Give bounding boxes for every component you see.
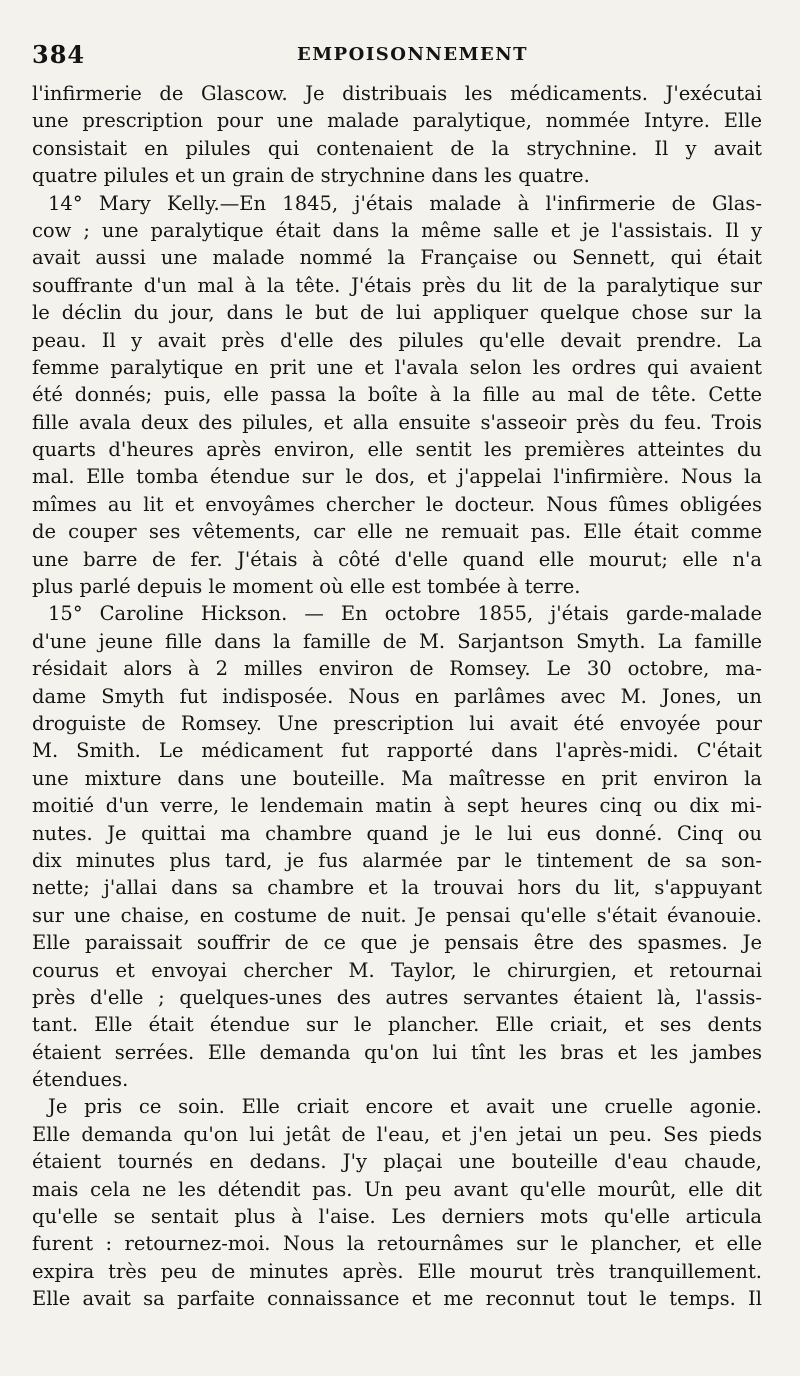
text-line: une prescription pour une malade paralytique, nommée Intyre. Elle — [32, 109, 762, 133]
body-text — [32, 80, 762, 1313]
text-line: quatre pilules et un grain de strychnine dans les quatre. — [32, 164, 590, 188]
text-line: dame Smyth fut indisposée. Nous en parlâmes avec M. Jones, un — [32, 684, 762, 708]
text-line: tant. Elle était étendue sur le plancher. Elle criait, et ses dents — [32, 1013, 762, 1037]
text-line: près d'elle ; quelques-unes des autres servantes étaient là, l'assis- — [32, 985, 762, 1009]
text-line: moitié d'un verre, le lendemain matin à sept heures cinq ou dix mi- — [32, 794, 762, 818]
text-line: expira très peu de minutes après. Elle mourut très tranquillement. — [32, 1259, 762, 1283]
text-line: fille avala deux des pilules, et alla ensuite s'asseoir près du feu. Trois — [32, 410, 762, 434]
text-line: l'infirmerie de Glascow. Je distribuais les médicaments. J'exécutai — [32, 82, 762, 105]
page-header — [32, 38, 762, 80]
text-line: une mixture dans une bouteille. Ma maîtresse en prit environ la — [32, 766, 762, 790]
text-line: été donnés; puis, elle passa la boîte à la fille au mal de tête. Cette — [32, 383, 762, 407]
text-line: courus et envoyai chercher M. Taylor, le chirurgien, et retournai — [32, 958, 762, 982]
text-line: étaient tournés en dedans. J'y plaçai une bouteille d'eau chaude, — [32, 1150, 762, 1174]
text-line: Elle paraissait souffrir de ce que je pensais être des spasmes. Je — [32, 931, 762, 955]
text-line: étendues. — [32, 1068, 129, 1092]
text-line: nutes. Je quittai ma chambre quand je le lui eus donné. Cinq ou — [32, 821, 762, 845]
text-line: Je pris ce soin. Elle criait encore et avait une cruelle agonie. — [48, 1095, 762, 1119]
text-line: nette; j'allai dans sa chambre et la trouvai hors du lit, s'appuyant — [32, 876, 762, 900]
text-line: 15° Caroline Hickson. — En octobre 1855, j'étais garde-malade — [48, 602, 762, 626]
text-line: avait aussi une malade nommé la Française ou Sennett, qui était — [32, 246, 762, 270]
text-line: souffrante d'un mal à la tête. J'étais près du lit de la paralytique sur — [32, 273, 762, 297]
text-line: sur une chaise, en costume de nuit. Je pensai qu'elle s'était évanouie. — [32, 903, 762, 927]
text-line: le déclin du jour, dans le but de lui appliquer quelque chose sur la — [32, 301, 762, 325]
running-title: EMPOISONNEMENT — [297, 44, 529, 65]
text-line: mais cela ne les détendit pas. Un peu avant qu'elle mourût, elle dit — [32, 1177, 762, 1201]
text-line: mal. Elle tomba étendue sur le dos, et j'appelai l'infirmière. Nous la — [32, 465, 762, 489]
text-line: étaient serrées. Elle demanda qu'on lui tînt les bras et les jambes — [32, 1040, 762, 1064]
text-line: 14° Mary Kelly.—En 1845, j'étais malade à l'infirmerie de Glas- — [48, 191, 762, 215]
text-line: plus parlé depuis le moment où elle est tombée à terre. — [32, 575, 581, 599]
text-line: cow ; une paralytique était dans la même salle et je l'assistais. Il y — [32, 218, 762, 242]
text-line: une barre de fer. J'étais à côté d'elle quand elle mourut; elle n'a — [32, 547, 762, 571]
text-line: furent : retournez-moi. Nous la retournâmes sur le plancher, et elle — [32, 1232, 762, 1256]
text-line: d'une jeune fille dans la famille de M. Sarjantson Smyth. La famille — [32, 629, 762, 653]
text-line: dix minutes plus tard, je fus alarmée par le tintement de sa son- — [32, 848, 762, 872]
book-page — [32, 38, 762, 1313]
text-line: droguiste de Romsey. Une prescription lui avait été envoyée pour — [32, 711, 762, 735]
text-line: mîmes au lit et envoyâmes chercher le docteur. Nous fûmes obligées — [32, 492, 762, 516]
text-line: qu'elle se sentait plus à l'aise. Les derniers mots qu'elle articula — [32, 1205, 762, 1229]
text-line: Elle demanda qu'on lui jetât de l'eau, et j'en jetai un peu. Ses pieds — [32, 1122, 762, 1146]
text-line: peau. Il y avait près d'elle des pilules qu'elle devait prendre. La — [32, 328, 762, 352]
text-line: quarts d'heures après environ, elle sentit les premières atteintes du — [32, 438, 762, 462]
text-line: Elle avait sa parfaite connaissance et me reconnut tout le temps. Il — [32, 1287, 762, 1311]
text-line: M. Smith. Le médicament fut rapporté dans l'après-midi. C'était — [32, 739, 762, 763]
page-number: 384 — [32, 40, 86, 69]
text-line: consistait en pilules qui contenaient de la strychnine. Il y avait — [32, 136, 762, 160]
text-line: résidait alors à 2 milles environ de Romsey. Le 30 octobre, ma- — [32, 657, 762, 681]
text-line: de couper ses vêtements, car elle ne remuait pas. Elle était comme — [32, 520, 762, 544]
text-line: femme paralytique en prit une et l'avala selon les ordres qui avaient — [32, 355, 762, 379]
